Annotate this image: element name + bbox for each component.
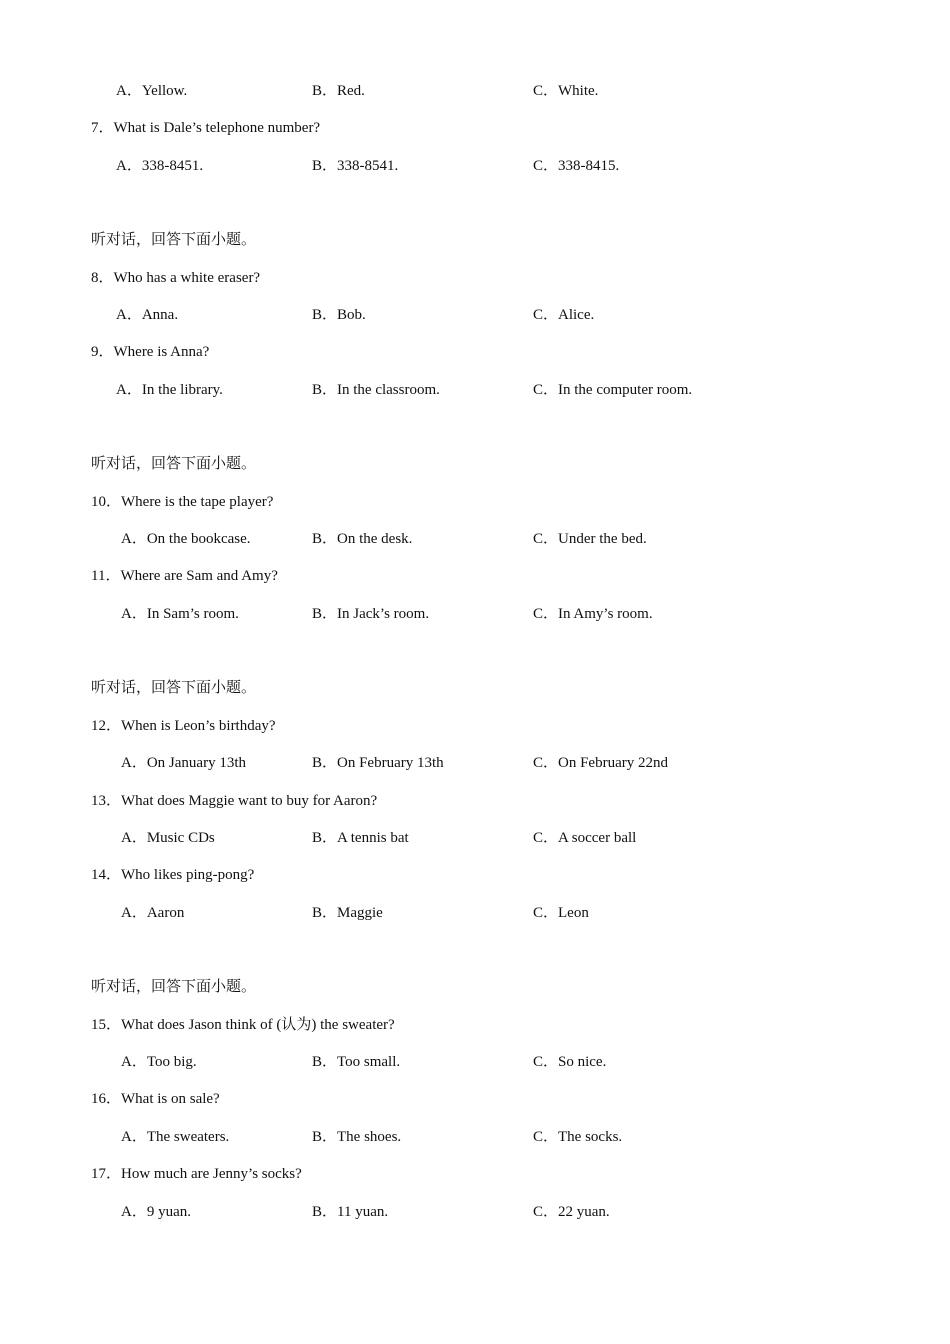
question-text: 11．Where are Sam and Amy? — [91, 568, 278, 584]
question-text: 8．Who has a white eraser? — [91, 270, 261, 286]
option-a: A．The sweaters. — [121, 1129, 230, 1145]
option-c: C．Leon — [533, 905, 589, 921]
option-b: B．Red. — [312, 83, 365, 99]
option-a: A．Aaron — [121, 905, 185, 921]
option-b: B．In Jack’s room. — [312, 606, 430, 622]
option-b: B．Maggie — [312, 905, 383, 921]
option-c: C．338-8415. — [533, 158, 620, 174]
option-b: B．A tennis bat — [312, 830, 409, 846]
option-c: C．So nice. — [533, 1054, 607, 1070]
option-row — [0, 305, 950, 325]
option-a: A．In the library. — [116, 382, 223, 398]
question-text: 15．What does Jason think of (认为) the sweater? — [91, 1017, 395, 1033]
option-c: C．On February 22nd — [533, 755, 668, 771]
option-b: B．The shoes. — [312, 1129, 402, 1145]
option-row — [0, 903, 950, 923]
question-text: 9．Where is Anna? — [91, 344, 210, 360]
section-heading: 听对话，回答下面小题。 — [91, 232, 257, 248]
option-c: C．In the computer room. — [533, 382, 693, 398]
option-row — [0, 81, 950, 101]
option-b: B．338-8541. — [312, 158, 399, 174]
option-row — [0, 753, 950, 773]
option-c: C．In Amy’s room. — [533, 606, 653, 622]
option-c: C．Alice. — [533, 307, 595, 323]
section-heading: 听对话，回答下面小题。 — [91, 680, 257, 696]
option-b: B．Too small. — [312, 1054, 401, 1070]
section-heading: 听对话，回答下面小题。 — [91, 456, 257, 472]
option-row — [0, 1052, 950, 1072]
option-a: A．338-8451. — [116, 158, 204, 174]
option-b: B．On the desk. — [312, 531, 413, 547]
option-row — [0, 1127, 950, 1147]
option-b: B．In the classroom. — [312, 382, 440, 398]
option-a: A．Anna. — [116, 307, 179, 323]
option-a: A．9 yuan. — [121, 1204, 191, 1220]
option-row — [0, 1202, 950, 1222]
option-c: C．White. — [533, 83, 599, 99]
option-row — [0, 156, 950, 176]
option-b: B．Bob. — [312, 307, 366, 323]
option-b: B．On February 13th — [312, 755, 444, 771]
question-text: 16．What is on sale? — [91, 1091, 220, 1107]
question-text: 12．When is Leon’s birthday? — [91, 718, 276, 734]
option-a: A．In Sam’s room. — [121, 606, 239, 622]
question-text: 14．Who likes ping-pong? — [91, 867, 255, 883]
question-text: 17．How much are Jenny’s socks? — [91, 1166, 302, 1182]
option-a: A．On January 13th — [121, 755, 246, 771]
option-row — [0, 828, 950, 848]
option-row — [0, 380, 950, 400]
option-c: C．The socks. — [533, 1129, 623, 1145]
option-row — [0, 529, 950, 549]
option-c: C．Under the bed. — [533, 531, 647, 547]
option-row — [0, 604, 950, 624]
option-c: C．22 yuan. — [533, 1204, 610, 1220]
option-a: A．Too big. — [121, 1054, 197, 1070]
question-text: 10．Where is the tape player? — [91, 494, 274, 510]
question-text: 13．What does Maggie want to buy for Aaron? — [91, 793, 378, 809]
question-text: 7．What is Dale’s telephone number? — [91, 120, 321, 136]
section-heading: 听对话，回答下面小题。 — [91, 979, 257, 995]
option-a: A．On the bookcase. — [121, 531, 251, 547]
option-a: A．Music CDs — [121, 830, 215, 846]
option-a: A．Yellow. — [116, 83, 188, 99]
option-b: B．11 yuan. — [312, 1204, 389, 1220]
option-c: C．A soccer ball — [533, 830, 637, 846]
